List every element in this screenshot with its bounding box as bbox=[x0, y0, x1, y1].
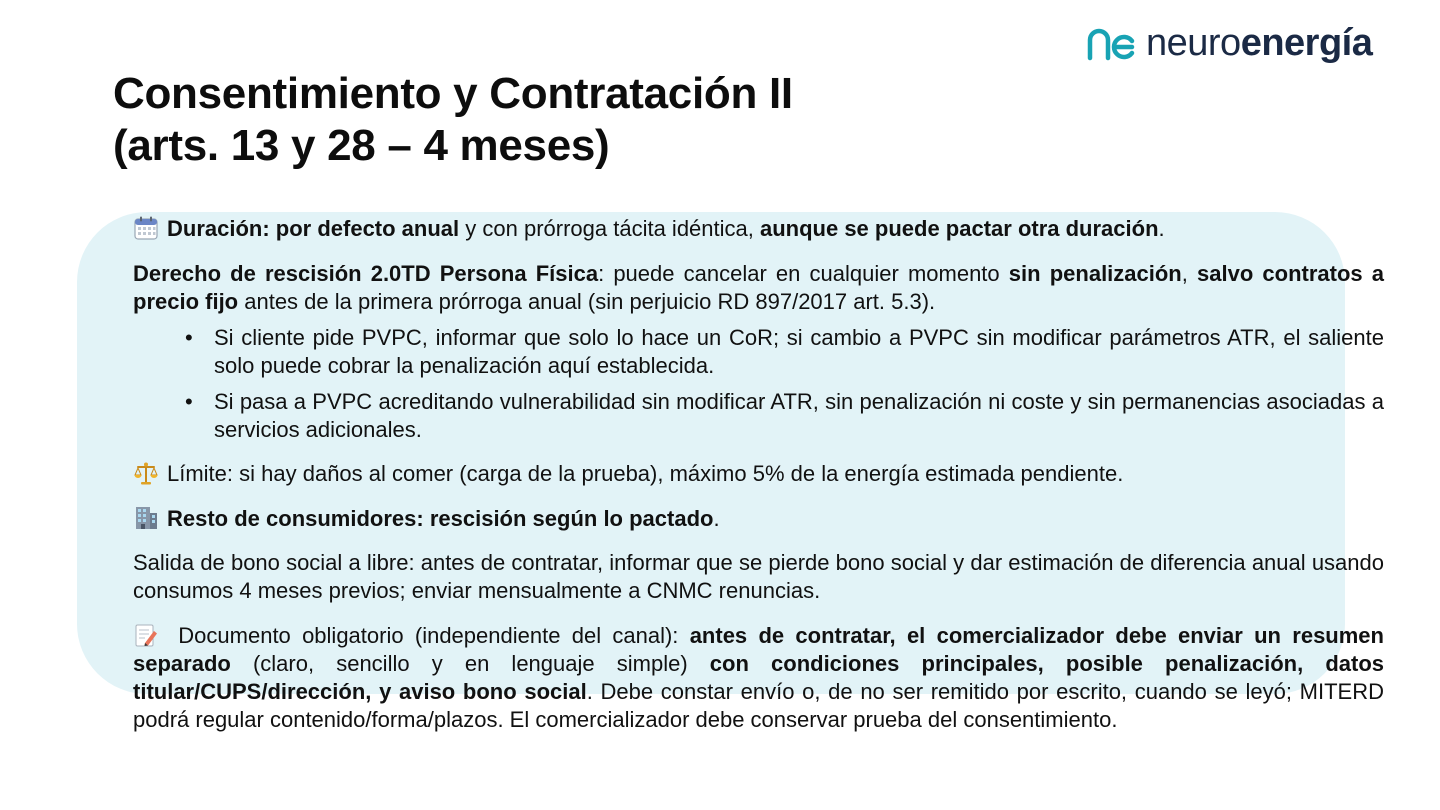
calendar-icon bbox=[133, 215, 159, 241]
document-text-1: Documento obligatorio (independiente del canal): bbox=[167, 623, 690, 648]
office-building-icon bbox=[133, 505, 159, 531]
bullet-item-vulnerability: • Si pasa a PVPC acreditando vulnerabilidad sin modificar ATR, sin penalización ni coste y sin permanencias asociadas a servicios adicionales. bbox=[133, 388, 1384, 444]
logo-text-energia: energía bbox=[1240, 22, 1373, 64]
bullet-item-pvpc: • Si cliente pide PVPC, informar que solo lo hace un CoR; si cambio a PVPC sin modificar parámetros ATR, el saliente solo puede cobrar la penalización aquí establecida. bbox=[133, 324, 1384, 380]
title-line-2: (arts. 13 y 28 – 4 meses) bbox=[113, 121, 610, 170]
document-text-2: (claro, sencillo y en lenguaje simple) bbox=[230, 651, 710, 676]
rescission-bold-3: salvo contratos a precio fijo bbox=[133, 261, 1384, 314]
other-consumers-bold: Resto de consumidores: rescisión según lo pactado bbox=[167, 506, 714, 531]
other-consumers-paragraph bbox=[133, 505, 1384, 533]
rescission-text-2: , bbox=[1181, 261, 1197, 286]
document-bold-1: antes de contratar, el comercializador debe enviar un resumen separado bbox=[133, 623, 1384, 676]
duration-text-1: y con prórroga tácita idéntica, bbox=[459, 216, 760, 241]
document-text-3: . Debe constar envío o, de no ser remitido por escrito, cuando se leyó; MITERD podrá regular contenido/forma/plazos. El comercializador debe conservar prueba del consentimiento. bbox=[133, 679, 1384, 732]
logo-text-neuro: neuro bbox=[1146, 22, 1241, 64]
rescission-bullet-list bbox=[133, 324, 1384, 444]
rescission-text-1: : puede cancelar en cualquier momento bbox=[598, 261, 1009, 286]
neuroenergia-logo bbox=[1086, 22, 1372, 65]
rescission-text-3: antes de la primera prórroga anual (sin perjuicio RD 897/2017 art. 5.3). bbox=[238, 289, 936, 314]
memo-icon bbox=[133, 622, 159, 648]
rescission-bold-1: Derecho de rescisión 2.0TD Persona Física bbox=[133, 261, 599, 286]
slide-title bbox=[113, 68, 793, 172]
rescission-bold-2: sin penalización bbox=[1008, 261, 1182, 286]
limit-paragraph bbox=[133, 460, 1384, 488]
balance-scale-icon bbox=[133, 460, 159, 486]
logo-wordmark bbox=[1146, 22, 1372, 65]
slide-content bbox=[133, 212, 1384, 734]
duration-bold-1: Duración: por defecto anual bbox=[167, 216, 460, 241]
duration-paragraph bbox=[133, 215, 1384, 243]
duration-bold-2: aunque se puede pactar otra duración bbox=[759, 216, 1159, 241]
duration-text-2: . bbox=[1158, 216, 1165, 241]
title-line-1: Consentimiento y Contratación II bbox=[113, 69, 793, 118]
rescission-paragraph bbox=[133, 260, 1384, 316]
limit-text: Límite: si hay daños al comer (carga de la prueba), máximo 5% de la energía estimada pendiente. bbox=[167, 461, 1124, 486]
ne-logo-icon bbox=[1086, 24, 1136, 64]
document-bold-2: con condiciones principales, posible penalización, datos titular/CUPS/dirección, y aviso bono social bbox=[133, 651, 1384, 704]
other-consumers-text: . bbox=[713, 506, 720, 531]
social-bonus-paragraph bbox=[133, 549, 1384, 605]
social-bonus-text: Salida de bono social a libre: antes de contratar, informar que se pierde bono social y dar estimación de diferencia anual usando consumos 4 meses previos; enviar mensualmente a CNMC renuncias. bbox=[133, 550, 1384, 603]
mandatory-document-paragraph bbox=[133, 622, 1384, 734]
